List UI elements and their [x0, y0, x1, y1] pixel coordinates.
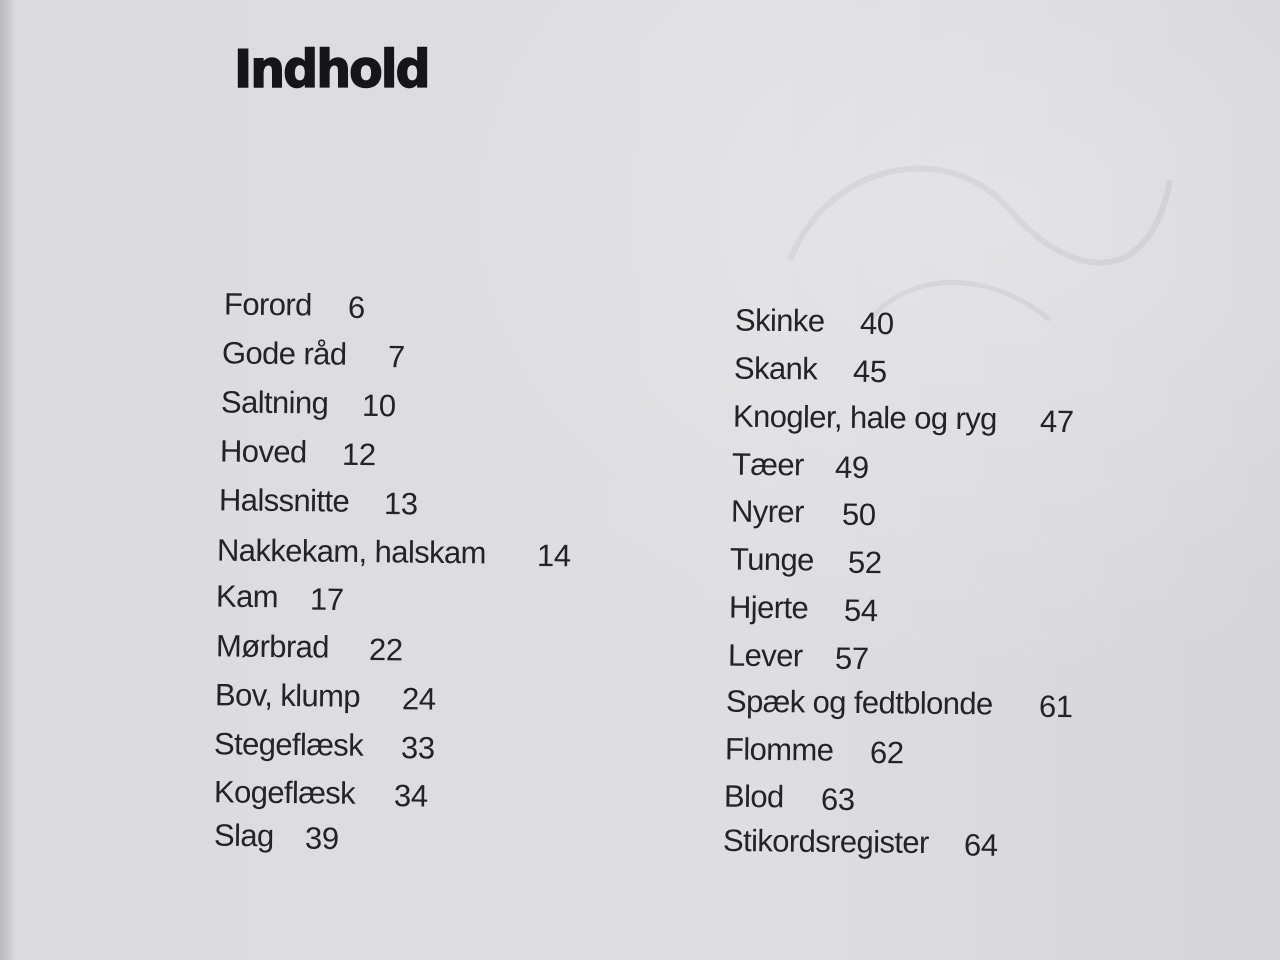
toc-entry-page: 57 — [834, 640, 870, 677]
toc-entry — [219, 433, 377, 473]
toc-entry-page: 14 — [536, 537, 572, 574]
toc-entry-label: Bov, klump — [214, 677, 361, 714]
toc-entry-label: Skank — [733, 350, 818, 387]
toc-entry-page: 12 — [341, 436, 377, 473]
toc-entry — [220, 384, 397, 424]
toc-entry — [727, 637, 870, 677]
toc-entry-label: Flomme — [724, 731, 834, 768]
toc-entry-label: Lever — [727, 637, 803, 674]
toc-entry-page: 13 — [383, 486, 419, 522]
toc-entry-label: Tæer — [731, 446, 804, 483]
toc-entry — [734, 302, 895, 342]
toc-entry — [221, 335, 406, 375]
toc-entry — [729, 541, 883, 581]
toc-entry-page: 39 — [304, 820, 340, 856]
toc-entry — [213, 817, 340, 856]
toc-entry — [216, 532, 572, 574]
toc-entry-label: Forord — [223, 286, 312, 323]
toc-entry-label: Stegeflæsk — [213, 726, 364, 763]
toc-entry-label: Slag — [213, 817, 274, 854]
toc-entry-page: 45 — [852, 353, 888, 390]
toc-entry-label: Hjerte — [728, 589, 809, 626]
toc-entry-label: Halssnitte — [218, 482, 350, 519]
toc-entry-page: 52 — [847, 544, 883, 581]
toc-entry-label: Hoved — [219, 433, 307, 470]
toc-entry-label: Nyrer — [730, 493, 804, 530]
toc-entry-label: Mørbrad — [215, 628, 330, 665]
toc-entry-page: 34 — [393, 778, 429, 814]
toc-entry-page: 64 — [963, 827, 999, 863]
toc-entry — [215, 628, 404, 668]
toc-entry-label: Nakkekam, halskam — [216, 532, 487, 571]
toc-entry-label: Gode råd — [221, 335, 347, 372]
toc-entry-page: 62 — [869, 734, 905, 771]
toc-entry — [214, 677, 437, 717]
toc-entry-page: 40 — [859, 305, 895, 342]
toc-entry — [731, 446, 870, 486]
toc-entry-page: 6 — [347, 289, 366, 326]
toc-entry-label: Spæk og fedtblonde — [725, 683, 993, 722]
toc-entry-label: Knogler, hale og ryg — [732, 398, 997, 437]
toc-entry-label: Kogeflæsk — [213, 774, 356, 811]
toc-entry-page: 54 — [843, 592, 879, 629]
toc-entry — [732, 398, 1075, 440]
toc-entry-label: Skinke — [734, 302, 825, 339]
toc-entry-page: 61 — [1038, 688, 1074, 725]
toc-entry — [728, 589, 879, 629]
toc-entry-page: 49 — [834, 449, 870, 486]
toc-entry — [223, 286, 366, 326]
toc-entry-page: 22 — [368, 632, 404, 668]
toc-entry — [730, 493, 877, 533]
toc-entry-page: 10 — [361, 387, 397, 424]
toc-entry-page: 63 — [820, 781, 856, 818]
toc-entry — [215, 578, 345, 618]
toc-entry-label: Tunge — [729, 541, 814, 578]
toc-entry — [213, 774, 429, 814]
toc-entry-page: 47 — [1039, 403, 1075, 440]
toc-entry-label: Saltning — [220, 384, 329, 421]
toc-entry — [723, 778, 856, 818]
toc-entry-page: 17 — [309, 581, 345, 618]
toc-entry-label: Stikordsregister — [722, 822, 929, 861]
toc-entry-page: 7 — [387, 339, 406, 375]
toc-entry — [725, 683, 1074, 725]
toc-entry — [722, 822, 999, 863]
toc-entry-label: Kam — [215, 578, 279, 615]
toc-entry — [213, 726, 436, 766]
toc-entry-page: 33 — [400, 730, 436, 766]
toc-entry — [733, 350, 888, 390]
toc-entry — [724, 731, 905, 771]
toc-entry-label: Blod — [723, 778, 784, 815]
contents-heading: Indhold — [234, 39, 429, 100]
toc-entry-page: 50 — [841, 496, 877, 533]
toc-entry-page: 24 — [401, 681, 437, 717]
toc-entry — [218, 482, 419, 522]
page-gutter-shadow — [0, 0, 14, 960]
